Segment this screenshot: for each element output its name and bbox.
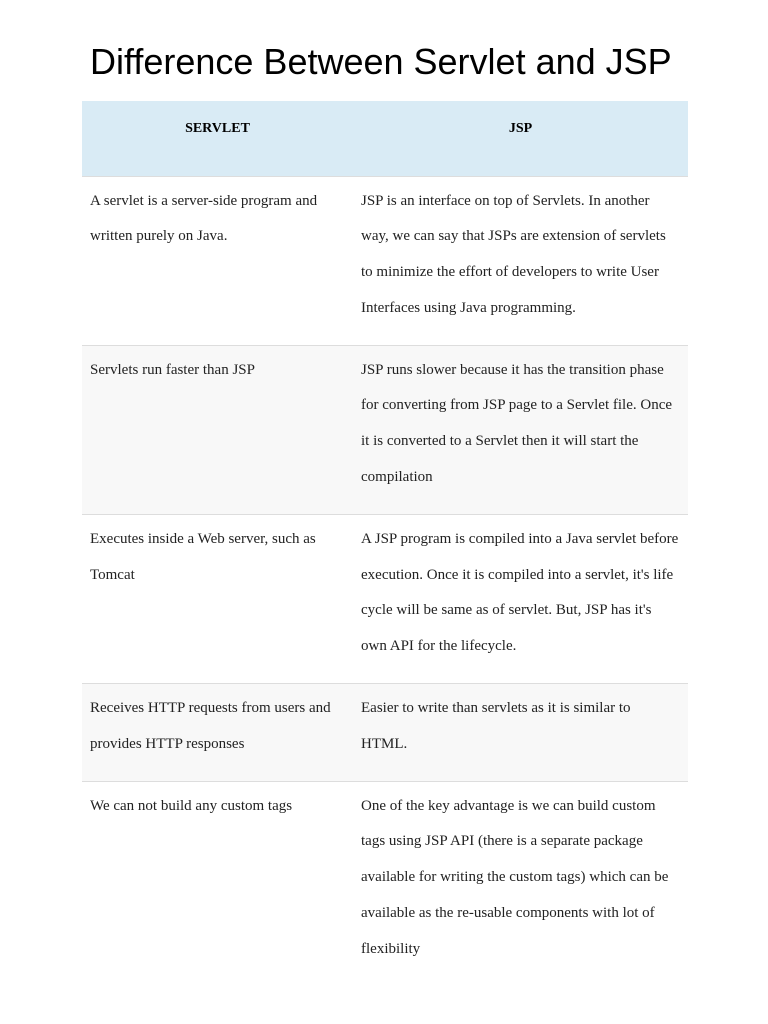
servlet-cell: We can not build any custom tags (90, 797, 293, 814)
table-row (82, 514, 688, 683)
table-row (82, 345, 688, 514)
jsp-cell: A JSP program is compiled into a Java servlet before execution. Once it is compiled into a servlet, it's life cycle will be same as of servlet. But, JSP has it's own API for the lifecycle. (361, 530, 679, 655)
jsp-cell: Easier to write than servlets as it is similar to HTML. (361, 700, 631, 752)
table-header-row (82, 101, 688, 176)
servlet-cell: Receives HTTP requests from users and provides HTTP responses (90, 700, 331, 752)
page-title: Difference Between Servlet and JSP (90, 41, 672, 82)
jsp-cell: JSP is an interface on top of Servlets. In another way, we can say that JSPs are extension of servlets to minimize the effort of developers to write User Interfaces using Java programming. (361, 192, 666, 316)
header-jsp: JSP (508, 121, 533, 136)
jsp-cell: JSP runs slower because it has the transition phase for converting from JSP page to a Servlet file. Once it is converted to a Servlet then it will start the compilation (361, 361, 673, 486)
servlet-cell: Servlets run faster than JSP (90, 361, 255, 378)
comparison-table (82, 101, 688, 986)
servlet-cell: A servlet is a server-side program and written purely on Java. (90, 192, 318, 245)
header-servlet: SERVLET (185, 121, 250, 136)
jsp-cell: One of the key advantage is we can build custom tags using JSP API (there is a separate package available for writing the custom tags) which can be available as the re-usable components with lot of flexibility (361, 797, 669, 957)
servlet-cell: Executes inside a Web server, such as Tomcat (90, 530, 316, 583)
table-row (82, 781, 688, 985)
table-row (82, 684, 688, 782)
table-row (82, 176, 688, 345)
